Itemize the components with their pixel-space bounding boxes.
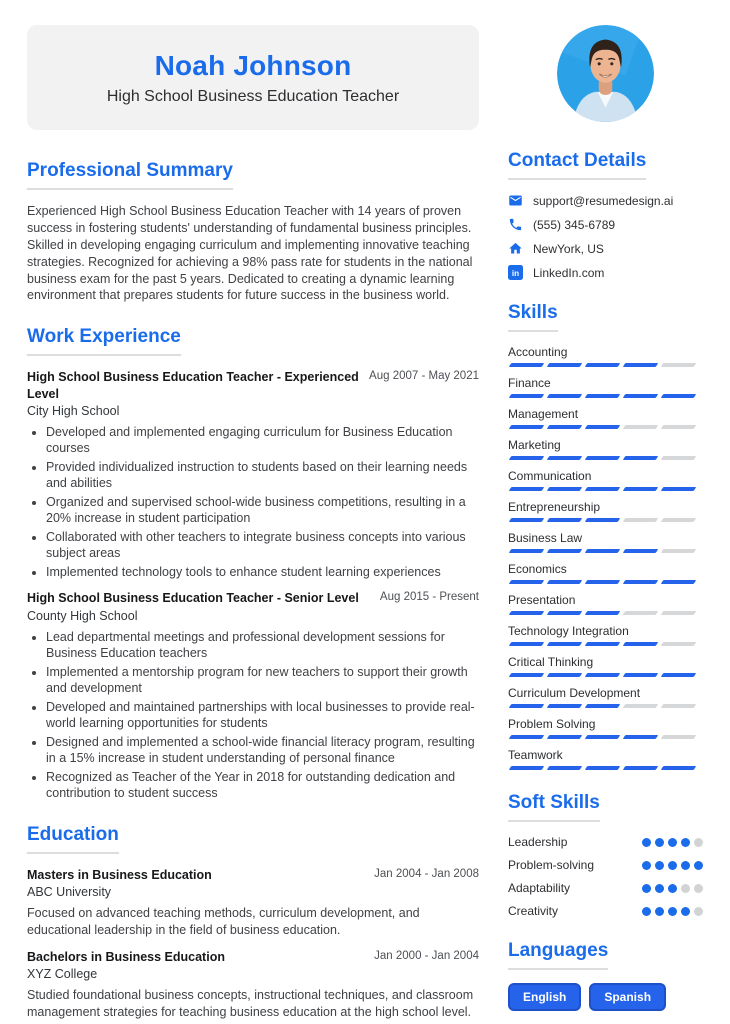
email-icon	[508, 193, 523, 208]
skill-bar-segment	[661, 518, 696, 522]
skill-bar-segment	[585, 425, 620, 429]
section-soft-skills	[508, 792, 703, 918]
professional-summary-text: Experienced High School Business Education Teacher with 14 years of proven success in fostering students' understanding of fundamental business principles. Skilled in developing engaging curriculum and implementing innovative teaching strategies. Recognized for achieving a 98% pass rate for students in the national business exam for the past 5 years. Dedicated to creating a dynamic learning environment that prepares students for future success in the business world.	[27, 204, 473, 303]
skill-row	[508, 717, 703, 739]
bullet-item: • Designed and implemented a school-wide financial literacy program, resulting in a 15% increase in student understanding of personal finance	[46, 734, 479, 767]
skill-level-bar	[508, 673, 703, 677]
soft-skill-dot	[655, 861, 664, 870]
bullet-item: • Implemented technology tools to enhance student learning experiences	[46, 564, 479, 581]
education-entry	[27, 867, 479, 939]
soft-skill-dots	[642, 884, 703, 893]
skill-bar-segment	[585, 704, 620, 708]
skill-bar-segment	[585, 487, 620, 491]
skill-bar-segment	[547, 394, 582, 398]
skill-row	[508, 469, 703, 491]
skill-bar-segment	[661, 549, 696, 553]
skill-bar-segment	[623, 549, 658, 553]
soft-skill-dot	[668, 884, 677, 893]
soft-skill-dot	[694, 838, 703, 847]
skill-row	[508, 686, 703, 708]
language-pill: English	[508, 983, 581, 1011]
skill-row	[508, 624, 703, 646]
languages-list	[508, 983, 703, 1011]
main-column	[27, 25, 479, 1019]
section-work-experience	[27, 326, 479, 801]
skill-level-bar	[508, 611, 703, 615]
degree-head	[27, 949, 479, 965]
skill-bar-segment	[661, 363, 696, 367]
skill-label: Teamwork	[508, 748, 563, 762]
skill-label: Management	[508, 407, 579, 421]
skill-row	[508, 500, 703, 522]
skill-row	[508, 748, 703, 770]
skill-label: Finance	[508, 376, 551, 390]
avatar	[557, 25, 654, 122]
bullet-item: • Developed and implemented engaging curriculum for Business Education courses	[46, 424, 479, 457]
skill-bar-segment	[547, 704, 582, 708]
degree-school: XYZ College	[27, 966, 98, 981]
skill-bar-segment	[585, 642, 620, 646]
soft-skill-row	[508, 835, 703, 849]
skill-label: Business Law	[508, 531, 583, 545]
skill-bar-segment	[585, 549, 620, 553]
skill-row	[508, 531, 703, 553]
soft-skills-list	[508, 835, 703, 918]
phone-icon	[508, 217, 523, 232]
section-languages	[508, 940, 703, 1011]
avatar-wrap	[508, 25, 703, 122]
soft-skill-dot	[655, 907, 664, 916]
skills-list	[508, 345, 703, 770]
skill-bar-segment	[661, 611, 696, 615]
job-title: High School Business Education Teacher - Senior Level	[27, 591, 359, 606]
section-education	[27, 824, 479, 1021]
skill-level-bar	[508, 642, 703, 646]
skill-level-bar	[508, 704, 703, 708]
contact-item-email	[508, 193, 703, 208]
avatar-photo-illustration	[557, 25, 654, 122]
skill-bar-segment	[585, 766, 620, 770]
skill-level-bar	[508, 487, 703, 491]
skill-bar-segment	[547, 456, 582, 460]
soft-skill-dot	[694, 907, 703, 916]
job-bullet-list	[27, 629, 479, 802]
skill-label: Curriculum Development	[508, 686, 641, 700]
skill-bar-segment	[623, 394, 658, 398]
soft-skill-dots	[642, 861, 703, 870]
soft-skill-dot	[642, 884, 651, 893]
contact-item-location	[508, 241, 703, 256]
job-dates: Aug 2007 - May 2021	[369, 370, 479, 383]
skill-bar-segment	[623, 704, 658, 708]
skill-bar-segment	[623, 456, 658, 460]
linkedin-icon	[508, 265, 523, 280]
skill-bar-segment	[547, 549, 582, 553]
soft-skill-dot	[655, 884, 664, 893]
skill-bar-segment	[547, 487, 582, 491]
skill-bar-segment	[547, 425, 582, 429]
contact-location-text: NewYork, US	[533, 241, 604, 256]
sidebar-column	[508, 25, 703, 1004]
skill-bar-segment	[509, 487, 544, 491]
soft-skill-dot	[694, 884, 703, 893]
skill-bar-segment	[585, 735, 620, 739]
soft-skill-label: Creativity	[508, 904, 559, 918]
skill-bar-segment	[509, 549, 544, 553]
soft-skill-dot	[681, 907, 690, 916]
job-dates: Aug 2015 - Present	[379, 591, 479, 604]
skill-bar-segment	[585, 394, 620, 398]
skill-bar-segment	[509, 735, 544, 739]
skill-bar-segment	[585, 518, 620, 522]
soft-skill-dot	[642, 838, 651, 847]
job-head	[27, 369, 479, 402]
skill-label: Technology Integration	[508, 624, 629, 638]
skill-level-bar	[508, 363, 703, 367]
candidate-name: Noah Johnson	[154, 49, 352, 81]
skill-bar-segment	[623, 642, 658, 646]
bullet-item: • Developed and maintained partnerships with local businesses to provide real-world learning opportunities for students	[46, 699, 479, 732]
languages-heading: Languages	[508, 940, 608, 970]
skill-bar-segment	[509, 611, 544, 615]
bullet-item: • Implemented a mentorship program for new teachers to support their growth and development	[46, 664, 479, 697]
skill-bar-segment	[509, 425, 544, 429]
degree-head	[27, 867, 479, 883]
bullet-item: • Collaborated with other teachers to integrate business concepts into various subject areas	[46, 529, 479, 562]
skill-bar-segment	[547, 766, 582, 770]
skill-bar-segment	[661, 487, 696, 491]
section-professional-summary	[27, 160, 479, 304]
skill-bar-segment	[509, 363, 544, 367]
contact-phone-text: (555) 345-6789	[533, 217, 616, 232]
skill-bar-segment	[623, 518, 658, 522]
degree-title: Masters in Business Education	[27, 867, 212, 882]
skill-bar-segment	[547, 518, 582, 522]
skill-bar-segment	[661, 580, 696, 584]
skill-bar-segment	[547, 363, 582, 367]
soft-skill-dots	[642, 838, 703, 847]
degree-school: ABC University	[27, 884, 112, 899]
skill-row	[508, 593, 703, 615]
skill-label: Presentation	[508, 593, 576, 607]
skill-bar-segment	[623, 611, 658, 615]
soft-skill-label: Problem-solving	[508, 858, 595, 872]
section-skills	[508, 302, 703, 770]
contact-details-heading: Contact Details	[508, 150, 646, 180]
skill-label: Accounting	[508, 345, 568, 359]
skill-level-bar	[508, 456, 703, 460]
skill-level-bar	[508, 518, 703, 522]
skill-bar-segment	[661, 456, 696, 460]
soft-skill-dot	[668, 838, 677, 847]
skill-row	[508, 407, 703, 429]
contact-linkedin-text: LinkedIn.com	[533, 265, 605, 280]
candidate-title: High School Business Education Teacher	[106, 87, 400, 105]
skill-bar-segment	[661, 704, 696, 708]
skill-bar-segment	[623, 363, 658, 367]
job-bullet-list	[27, 424, 479, 581]
soft-skill-dots	[642, 907, 703, 916]
skill-bar-segment	[509, 394, 544, 398]
skill-bar-segment	[661, 735, 696, 739]
soft-skills-heading: Soft Skills	[508, 792, 600, 822]
home-icon	[508, 241, 523, 256]
bullet-item: • Lead departmental meetings and professional development sessions for Business Education teachers	[46, 629, 479, 662]
soft-skill-dot	[681, 861, 690, 870]
skill-row	[508, 655, 703, 677]
soft-skill-dot	[668, 907, 677, 916]
soft-skill-dot	[642, 907, 651, 916]
skill-level-bar	[508, 425, 703, 429]
skill-bar-segment	[585, 363, 620, 367]
skill-row	[508, 562, 703, 584]
skill-row	[508, 438, 703, 460]
skill-bar-segment	[623, 735, 658, 739]
skill-bar-segment	[547, 611, 582, 615]
skill-bar-segment	[509, 456, 544, 460]
skill-bar-segment	[623, 487, 658, 491]
skill-row	[508, 345, 703, 367]
degree-description: Focused on advanced teaching methods, curriculum development, and educational leadership in the field of business education.	[27, 905, 420, 937]
skill-bar-segment	[623, 673, 658, 677]
skill-bar-segment	[585, 580, 620, 584]
job-entry	[27, 590, 479, 801]
skill-bar-segment	[509, 518, 544, 522]
degree-dates: Jan 2004 - Jan 2008	[374, 867, 479, 880]
skill-label: Economics	[508, 562, 567, 576]
job-title: High School Business Education Teacher - Experienced Level	[27, 370, 359, 401]
soft-skill-dot	[655, 838, 664, 847]
degree-dates: Jan 2000 - Jan 2004	[374, 949, 479, 962]
soft-skill-dot	[681, 838, 690, 847]
header-card	[27, 25, 479, 130]
skill-label: Communication	[508, 469, 592, 483]
svg-text:in: in	[511, 268, 520, 278]
contact-email-text: support@resumedesign.ai	[533, 193, 674, 208]
soft-skill-dot	[642, 861, 651, 870]
contact-item-phone	[508, 217, 703, 232]
skill-bar-segment	[509, 766, 544, 770]
skill-bar-segment	[661, 425, 696, 429]
soft-skill-row	[508, 881, 703, 895]
skill-bar-segment	[585, 673, 620, 677]
soft-skill-row	[508, 858, 703, 872]
skill-label: Problem Solving	[508, 717, 596, 731]
bullet-item: • Provided individualized instruction to students based on their learning needs and abilities	[46, 459, 479, 492]
skill-row	[508, 376, 703, 398]
bullet-item: • Organized and supervised school-wide business competitions, resulting in a 20% increase in student participation	[46, 494, 479, 527]
skill-label: Critical Thinking	[508, 655, 594, 669]
soft-skill-row	[508, 904, 703, 918]
education-heading: Education	[27, 824, 119, 854]
skill-bar-segment	[661, 642, 696, 646]
job-entry	[27, 369, 479, 580]
skill-level-bar	[508, 766, 703, 770]
education-entry	[27, 949, 479, 1021]
soft-skill-dot	[681, 884, 690, 893]
skill-bar-segment	[509, 580, 544, 584]
soft-skill-label: Adaptability	[508, 881, 571, 895]
skill-level-bar	[508, 580, 703, 584]
skill-bar-segment	[623, 580, 658, 584]
skill-bar-segment	[547, 580, 582, 584]
job-company: City High School	[27, 403, 120, 418]
degree-description: Studied foundational business concepts, instructional techniques, and classroom management strategies for teaching business education at the high school level.	[27, 987, 474, 1019]
skill-bar-segment	[585, 611, 620, 615]
skill-bar-segment	[623, 766, 658, 770]
skill-label: Entrepreneurship	[508, 500, 601, 514]
skill-bar-segment	[585, 456, 620, 460]
skills-heading: Skills	[508, 302, 558, 332]
skill-bar-segment	[661, 766, 696, 770]
bullet-item: • Recognized as Teacher of the Year in 2018 for outstanding dedication and contribution to student success	[46, 769, 479, 802]
soft-skill-dot	[668, 861, 677, 870]
section-contact-details	[508, 150, 703, 280]
skill-level-bar	[508, 549, 703, 553]
work-experience-heading: Work Experience	[27, 326, 181, 356]
job-company: County High School	[27, 608, 138, 623]
professional-summary-heading: Professional Summary	[27, 160, 233, 190]
degree-title: Bachelors in Business Education	[27, 949, 225, 964]
skill-bar-segment	[661, 673, 696, 677]
skill-bar-segment	[547, 673, 582, 677]
skill-level-bar	[508, 394, 703, 398]
skill-bar-segment	[509, 642, 544, 646]
skill-label: Marketing	[508, 438, 561, 452]
skill-level-bar	[508, 735, 703, 739]
soft-skill-dot	[694, 861, 703, 870]
skill-bar-segment	[547, 642, 582, 646]
contact-item-linkedin	[508, 265, 703, 280]
skill-bar-segment	[509, 704, 544, 708]
skill-bar-segment	[623, 425, 658, 429]
skill-bar-segment	[547, 735, 582, 739]
skill-bar-segment	[661, 394, 696, 398]
language-pill: Spanish	[589, 983, 666, 1011]
job-head	[27, 590, 479, 606]
skill-bar-segment	[509, 673, 544, 677]
soft-skill-label: Leadership	[508, 835, 568, 849]
